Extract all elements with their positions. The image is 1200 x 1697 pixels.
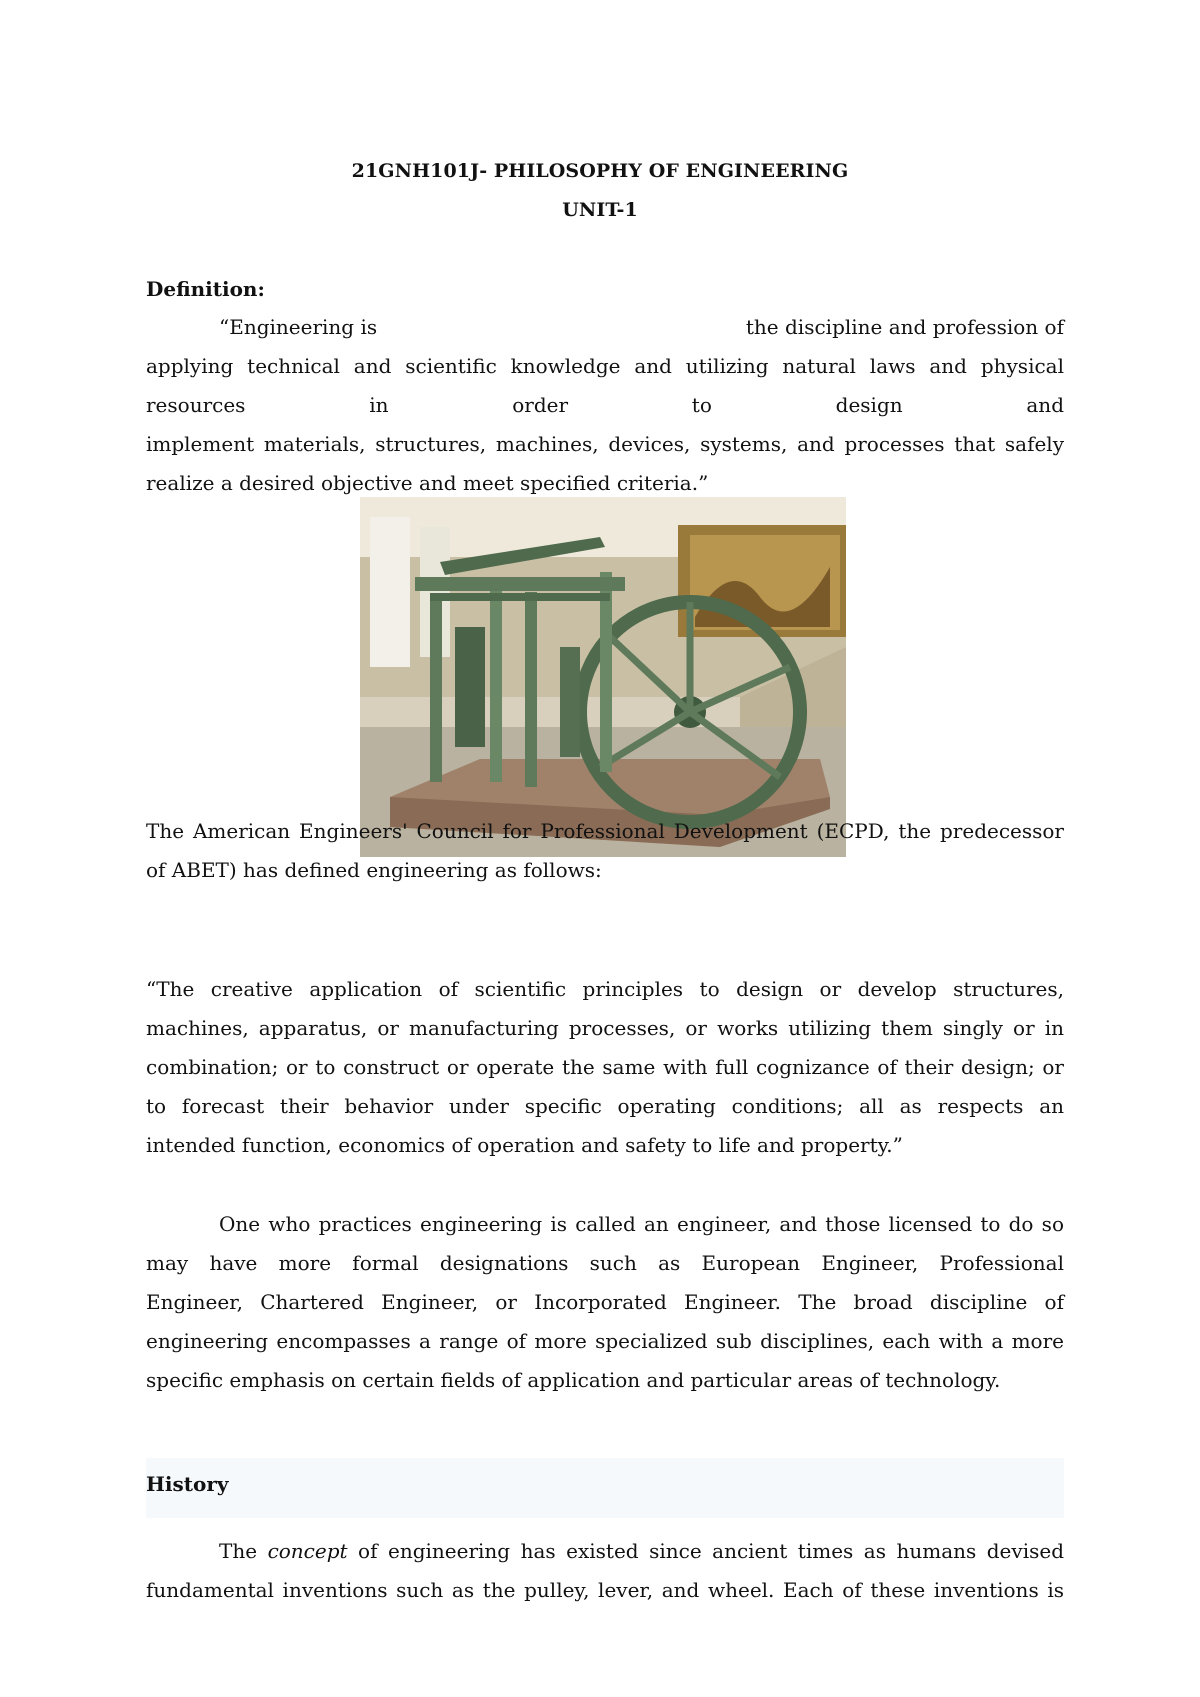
definition-paragraph xyxy=(146,308,1064,503)
ecpd-line-2: of ABET) has defined engineering as follows: xyxy=(146,858,602,882)
quote-line-5: intended function, economics of operation and safety to life and property.” xyxy=(146,1133,903,1157)
definition-line-4: implement materials, structures, machines, devices, systems, and processes that safely xyxy=(146,432,1064,456)
quote-line-2: machines, apparatus, or manufacturing processes, or works utilizing them singly or in xyxy=(146,1016,1064,1040)
quote-line-3: combination; or to construct or operate the same with full cognizance of their design; or xyxy=(146,1055,1064,1079)
engineer-line-4: engineering encompasses a range of more specialized sub disciplines, each with a more xyxy=(146,1329,1064,1353)
history-heading: History xyxy=(146,1472,229,1496)
unit-label: UNIT-1 xyxy=(562,199,638,221)
definition-line-1-right: the discipline and profession of xyxy=(745,315,1064,339)
engineer-line-5: specific emphasis on certain fields of application and particular areas of technology. xyxy=(146,1368,1001,1392)
history-line-1-start: The xyxy=(219,1539,268,1563)
engineer-line-2: may have more formal designations such as European Engineer, Professional xyxy=(146,1251,1064,1275)
document-title: 21GNH101J- PHILOSOPHY OF ENGINEERING xyxy=(351,160,849,182)
engineer-line-3: Engineer, Chartered Engineer, or Incorporated Engineer. The broad discipline of xyxy=(146,1290,1064,1314)
history-paragraph xyxy=(146,1532,1064,1610)
history-line-2: fundamental inventions such as the pulley, lever, and wheel. Each of these inventions is xyxy=(146,1578,1064,1602)
engineer-line-1: One who practices engineering is called an engineer, and those licensed to do so xyxy=(219,1212,1064,1236)
steam-engine-photo xyxy=(360,497,846,857)
history-line-1 xyxy=(146,1532,1064,1571)
steam-engine-illustration xyxy=(360,497,846,857)
history-heading-band xyxy=(146,1458,1064,1518)
definition-line-5: realize a desired objective and meet specified criteria.” xyxy=(146,471,709,495)
definition-line-3: resources in order to design and xyxy=(146,393,1064,417)
history-line-1-rest: of engineering has existed since ancient times as humans devised xyxy=(347,1539,1064,1563)
definition-line-1-left: “Engineering is xyxy=(219,315,378,339)
ecpd-paragraph xyxy=(146,812,1064,890)
definition-heading: Definition: xyxy=(146,277,265,301)
ecpd-quote-paragraph xyxy=(146,970,1064,1165)
quote-line-1: “The creative application of scientific principles to design or develop structures, xyxy=(146,977,1064,1001)
engineer-paragraph xyxy=(146,1205,1064,1400)
history-emphasis-concept: concept xyxy=(267,1539,348,1563)
quote-line-4: to forecast their behavior under specific operating conditions; all as respects an xyxy=(146,1094,1064,1118)
definition-line-1 xyxy=(146,308,1064,347)
ecpd-line-1: The American Engineers' Council for Professional Development (ECPD, the predecessor xyxy=(146,819,1064,843)
definition-line-2: applying technical and scientific knowledge and utilizing natural laws and physical xyxy=(146,354,1064,378)
